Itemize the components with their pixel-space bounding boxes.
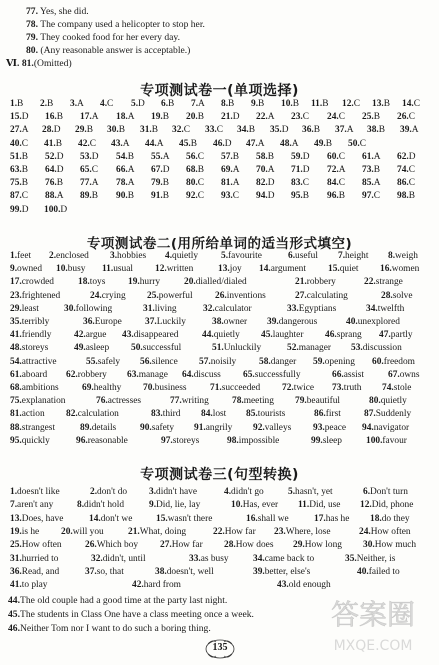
answer-item: 29.least [10, 303, 39, 314]
answer-item: 15.wasn't there [156, 513, 213, 524]
answer-row [10, 303, 432, 315]
answer-item: 41.friendly [10, 330, 52, 341]
answer-item: 8.weigh [388, 251, 418, 261]
sentence-45: 45.The students in Class One have a class meeting once a week. [8, 609, 254, 620]
answer-item: 13.Does, have [10, 513, 64, 524]
answer-item: 32.C [172, 125, 190, 136]
answer-item: 82.D [256, 178, 275, 189]
answer-item: 27.calculating [295, 290, 348, 301]
answer-item: 1.feet [10, 251, 32, 261]
answer-item: 7.height [338, 251, 369, 261]
answer-item: 22.How far [213, 526, 256, 537]
answer-item: 31.hurried to [10, 553, 59, 564]
answer-item: 2.enclosed [49, 251, 89, 261]
answer-item: 17.crowded [10, 277, 54, 288]
answer-row [10, 553, 432, 565]
answer-item: 72.twice [282, 383, 315, 393]
answer-row [10, 164, 432, 176]
answer-item: 8.B [221, 99, 235, 109]
watermark-text: 答案圈 [330, 598, 416, 631]
answer-row [10, 329, 432, 341]
answer-row [10, 395, 432, 407]
answer-item: 4.didn't go [224, 487, 264, 497]
answer-item: 79.B [151, 178, 169, 189]
answer-item: 42.C [78, 138, 96, 149]
answer-row [10, 276, 432, 288]
answer-item: 38.owner [212, 317, 248, 327]
answer-item: 98.impossible [227, 435, 280, 446]
answer-item: 59.opening [313, 356, 355, 367]
answer-item: 89.details [80, 422, 117, 433]
answer-item: 2.B [40, 99, 54, 109]
answer-item: 79.beautiful [295, 396, 341, 407]
answer-item: 75.B [10, 178, 28, 189]
answer-item: 88.A [45, 191, 64, 202]
answer-item: 74.stole [382, 383, 412, 393]
answer-item: 62.D [397, 151, 416, 162]
section-title-2: 专项测试卷二(用所给单词的适当形式填空) [86, 236, 353, 252]
answer-item: 99.sleep [311, 435, 342, 446]
answer-item: 49.asleep [74, 343, 110, 354]
answer-item: 65.successfully [243, 369, 301, 380]
answer-row [10, 382, 432, 394]
answer-item: 65.C [80, 165, 98, 175]
answer-item: 87.Suddenly [364, 409, 412, 420]
answer-item: 71.D [291, 165, 310, 175]
answer-item: 26.Which boy [85, 540, 139, 551]
answer-item: 15.quiet [328, 264, 359, 275]
answer-row [10, 499, 432, 511]
answer-item: 60.C [327, 151, 345, 162]
answer-item: 82.calculation [66, 409, 119, 420]
answer-item: 39.dangerous [267, 317, 318, 327]
answer-item: 35.terribly [10, 317, 50, 327]
answer-item: 77.A [80, 178, 99, 189]
answer-row [10, 316, 432, 328]
answer-row [10, 513, 432, 525]
answer-item: 97.C [362, 191, 380, 202]
watermark-domain: MXQE.COM [333, 638, 413, 654]
answer-item: 85.tourists [246, 409, 286, 420]
answer-item: 41.B [44, 138, 62, 149]
answer-item: 49.B [314, 138, 332, 149]
answer-item: 72.A [327, 165, 346, 175]
answer-item: 2.don't do [90, 487, 128, 497]
answer-row [10, 290, 432, 302]
answer-item: 18.toys [78, 277, 106, 288]
section-title-1: 专项测试卷一(单项选择) [140, 83, 299, 99]
answer-line-81: Ⅵ. 81.(Omitted) [6, 58, 72, 69]
answer-item: 88.strangest [10, 422, 56, 433]
answer-item: 61.aboard [10, 369, 48, 380]
answer-item: 45.laughter [261, 330, 304, 341]
answer-item: 51.B [10, 151, 28, 162]
answer-item: 51.Unluckily [212, 343, 262, 354]
answer-item: 67.owns [388, 369, 420, 380]
answer-item: 23.Where, lose [274, 526, 331, 537]
answer-item: 40.C [10, 138, 28, 149]
answer-item: 36.B [302, 125, 320, 136]
answer-item: 42.hard from [132, 580, 181, 591]
answer-item: 27.A [10, 125, 29, 136]
answer-item: 19.B [151, 112, 169, 123]
answer-item: 80.quietly [369, 396, 407, 407]
answer-item: 78.A [116, 178, 135, 189]
answer-item: 5.hasn't, yet [288, 487, 333, 497]
answer-item: 16.B [45, 112, 63, 123]
answer-item: 30.B [107, 125, 125, 136]
answer-item: 56.C [186, 151, 204, 162]
answer-item: 11.Did, use [298, 500, 341, 511]
answer-item: 92.C [186, 191, 204, 202]
answer-item: 67.D [151, 165, 170, 175]
answer-item: 19.hurry [128, 277, 161, 288]
answer-item: 85.A [362, 178, 381, 189]
answer-item: 47.A [246, 138, 265, 149]
answer-row [10, 204, 432, 216]
answer-item: 17.has he [314, 513, 350, 524]
answer-item: 29.How long [293, 540, 342, 551]
answer-item: 39.A [400, 125, 419, 136]
answer-item: 13.joy [218, 264, 242, 275]
answer-row [10, 408, 432, 420]
answer-item: 50.C [348, 138, 366, 149]
answer-item: 94.navigator [362, 422, 410, 433]
answer-item: 73.truth [332, 383, 362, 393]
answer-item: 56.silence [140, 356, 178, 367]
answer-item: 18.do they [370, 513, 410, 524]
answer-item: 52.manager [287, 343, 331, 354]
answer-row [10, 124, 432, 136]
answer-item: 36.Europe [83, 317, 122, 327]
answer-item: 1.doesn't like [10, 487, 60, 497]
answer-item: 22.A [256, 112, 275, 123]
answer-item: 25.powerful [147, 290, 193, 301]
answer-row [10, 526, 432, 538]
answer-item: 21.What, doing [128, 526, 187, 537]
answer-item: 21.robbery [295, 277, 336, 288]
answer-row [10, 98, 432, 110]
answer-item: 11.usual [102, 264, 133, 275]
answer-line-80: 80. (Any reasonable answer is acceptable.) [26, 45, 191, 56]
answer-item: 16.women [380, 264, 420, 275]
answer-item: 80.C [186, 178, 204, 189]
answer-row [10, 138, 432, 150]
answer-item: 9.Did, lie, lay [149, 500, 201, 511]
answer-line-79: 79. They cooked food for her every day. [26, 32, 180, 43]
answer-item: 58.B [256, 151, 274, 162]
page-number: 135 [212, 642, 228, 653]
answer-item: 76.B [45, 178, 63, 189]
answer-item: 97.storeys [161, 435, 200, 446]
answer-item: 63.manage [127, 369, 168, 380]
answer-item: 81.action [10, 409, 45, 420]
answer-item: 95.quickly [10, 435, 50, 446]
answer-row [10, 435, 432, 447]
answer-item: 30.following [64, 303, 113, 314]
answer-item: 50.successful [131, 343, 182, 354]
answer-item: 52.D [45, 151, 64, 162]
answer-row [10, 566, 432, 578]
sentence-44: 44.The old couple had a good time at the party last night. [8, 595, 228, 606]
answer-item: 35.Neither, is [345, 553, 396, 564]
answer-item: 76.actresses [96, 396, 142, 407]
answer-item: 74.C [397, 165, 415, 175]
answer-item: 37.A [335, 125, 354, 136]
answer-item: 44.A [145, 138, 164, 149]
answer-item: 70.A [256, 165, 275, 175]
answer-item: 1.B [10, 99, 24, 109]
answer-item: 7.A [191, 99, 205, 109]
answer-item: 99.D [10, 204, 29, 215]
answer-item: 100.D [44, 204, 68, 215]
answer-item: 34.came back to [253, 553, 315, 564]
answer-item: 27.How far [160, 540, 203, 551]
answer-item: 54.attractive [10, 356, 57, 367]
answer-item: 9.B [251, 99, 265, 109]
answer-item: 25.How often [10, 540, 62, 551]
answer-item: 31.B [140, 125, 158, 136]
answer-item: 55.A [151, 151, 170, 162]
answer-item: 43.old enough [277, 580, 331, 591]
answer-row [10, 369, 432, 381]
answer-item: 15.D [10, 112, 29, 123]
answer-item: 8.didn't hold [77, 500, 125, 511]
answer-item: 78.meeting [232, 396, 274, 407]
answer-row [10, 111, 432, 123]
answer-item: 68.B [186, 165, 204, 175]
answer-item: 96.reasonable [76, 435, 128, 446]
answer-item: 39.better, else's [253, 566, 311, 577]
answer-item: 30.How much [363, 540, 417, 551]
watermark-logo [315, 586, 433, 660]
answer-item: 40.unexplored [346, 317, 400, 327]
answer-item: 25.B [362, 112, 380, 123]
answer-item: 3.hobbies [110, 251, 147, 261]
answer-item: 98.B [397, 191, 415, 202]
answer-item: 61.A [362, 151, 381, 162]
answer-item: 3.A [70, 99, 84, 109]
answer-row [10, 151, 432, 163]
answer-item: 44.quietly [202, 330, 240, 341]
answer-item: 20.dialled/dialed [184, 277, 247, 288]
answer-item: 12.Did, phone [360, 500, 414, 511]
answer-item: 37.Luckily [145, 317, 186, 327]
answer-item: 29.B [75, 125, 93, 136]
answer-item: 24.crying [90, 290, 126, 301]
answer-item: 12.C [342, 99, 360, 109]
answer-item: 86.C [397, 178, 415, 189]
answer-item: 23.frightened [10, 290, 61, 301]
answer-item: 36.Read, and [10, 566, 60, 577]
answer-item: 66.A [116, 165, 135, 175]
answer-item: 100.favour [366, 435, 407, 446]
answer-item: 57.B [221, 151, 239, 162]
answer-row [10, 342, 432, 354]
answer-item: 46.D [213, 138, 232, 149]
answer-item: 6.Don't turn [363, 487, 408, 497]
answer-item: 71.succeeded [210, 383, 261, 393]
answer-item: 47.partly [379, 330, 413, 341]
answer-item: 33.Egyptians [287, 303, 337, 314]
answer-row [10, 263, 432, 275]
answer-item: 69.A [221, 165, 240, 175]
answer-item: 73.B [362, 165, 380, 175]
answer-item: 34.B [237, 125, 255, 136]
answer-item: 35.D [270, 125, 289, 136]
answer-item: 14.don't we [89, 513, 133, 524]
answer-item: 70.business [143, 383, 187, 393]
answer-row [10, 177, 432, 189]
answer-item: 14.argument [259, 264, 306, 275]
answer-item: 53.discussion [351, 343, 402, 354]
answer-line-77: 77. Yes, she did. [26, 6, 89, 17]
answer-item: 18.A [116, 112, 135, 123]
answer-item: 33.as busy [189, 553, 229, 564]
answer-item: 4.quietly [165, 251, 199, 261]
answer-row [10, 539, 432, 551]
answer-item: 40.failed to [357, 566, 400, 577]
answer-item: 3.didn't have [149, 487, 198, 497]
answer-item: 86.first [314, 409, 341, 420]
answer-item: 46.sprang [325, 330, 362, 341]
answer-item: 41.to play [10, 580, 48, 591]
answer-item: 20.B [186, 112, 204, 123]
answer-item: 17.A [80, 112, 99, 123]
answer-row [10, 422, 432, 434]
answer-item: 13.B [372, 99, 390, 109]
answer-item: 93.peace [313, 422, 347, 433]
answer-item: 68.ambitions [10, 383, 59, 393]
answer-item: 75.explanation [10, 396, 66, 407]
answer-item: 24.How often [359, 526, 411, 537]
answer-item: 96.B [327, 191, 345, 202]
answer-item: 58.danger [259, 356, 297, 367]
answer-item: 37.so, that [85, 566, 124, 577]
answer-item: 10.Has, ever [231, 500, 279, 511]
answer-item: 9.owned [10, 264, 43, 275]
answer-item: 91.angrily [194, 422, 233, 433]
answer-row [10, 190, 432, 202]
answer-item: 60.freedom [372, 356, 415, 367]
answer-item: 5.D [131, 99, 145, 109]
answer-item: 64.discuss [182, 369, 221, 380]
answer-row [10, 486, 432, 498]
answer-item: 34.twelfth [366, 303, 405, 314]
answer-item: 10.B [281, 99, 299, 109]
answer-item: 31.living [143, 303, 177, 314]
answer-item: 33.C [205, 125, 223, 136]
answer-item: 53.D [80, 151, 99, 162]
answer-row [10, 250, 432, 262]
answer-item: 42.argue [74, 330, 107, 341]
answer-item: 64.D [45, 165, 64, 175]
answer-item: 45.B [179, 138, 197, 149]
answer-item: 38.doesn't, well [155, 566, 214, 577]
answer-item: 54.B [116, 151, 134, 162]
answer-item: 83.C [291, 178, 309, 189]
answer-item: 57.noisily [199, 356, 237, 367]
answer-item: 94.D [256, 191, 275, 202]
answer-row [10, 356, 432, 368]
answer-item: 84.C [327, 178, 345, 189]
answer-item: 19.is he [10, 526, 40, 537]
answer-item: 26.inventions [215, 290, 266, 301]
answer-item: 77.writing [170, 396, 209, 407]
answer-item: 89.B [80, 191, 98, 202]
answer-item: 26.C [397, 112, 415, 123]
answer-item: 12.written [155, 264, 194, 275]
answer-item: 5.favourite [221, 251, 262, 261]
answer-item: 7.aren't any [10, 500, 54, 511]
answer-item: 59.D [291, 151, 310, 162]
answer-item: 28.solve [381, 290, 413, 301]
answer-item: 20.will you [61, 526, 104, 537]
answer-item: 28.How does [224, 540, 274, 551]
page-number-badge [203, 638, 237, 660]
sentence-46: 46.Neither Tom nor I want to do such a boring thing. [8, 623, 211, 634]
answer-item: 55.safely [86, 356, 121, 367]
answer-item: 62.robbery [66, 369, 107, 380]
answer-item: 6.useful [288, 251, 318, 261]
answer-item: 48.A [280, 138, 299, 149]
answer-item: 84.lost [201, 409, 227, 420]
answer-item: 28.D [42, 125, 61, 136]
answer-item: 66.assist [332, 369, 365, 380]
answer-item: 63.B [10, 165, 28, 175]
answer-item: 23.C [291, 112, 309, 123]
answer-item: 83.third [151, 409, 181, 420]
answer-item: 48.storeys [10, 343, 49, 354]
answer-item: 10.busy [56, 264, 86, 275]
answer-item: 24.C [327, 112, 345, 123]
answer-item: 95.B [291, 191, 309, 202]
answer-item: 90.B [116, 191, 134, 202]
answer-item: 14.C [402, 99, 420, 109]
answer-item: 4.C [100, 99, 114, 109]
answer-item: 38.B [367, 125, 385, 136]
answer-item: 43.disappeared [122, 330, 179, 341]
answer-item: 11.B [311, 99, 329, 109]
answer-item: 22.strange [364, 277, 403, 288]
section-title-3: 专项测试卷三(句型转换) [140, 467, 299, 483]
answer-item: 81.A [221, 178, 240, 189]
answer-item: 92.valleys [253, 422, 292, 433]
answer-line-78: 78. The company used a helicopter to stop her. [26, 19, 205, 30]
answer-item: 16.shall we [246, 513, 289, 524]
answer-item: 43.A [111, 138, 130, 149]
answer-item: 32.didn't, until [91, 553, 146, 564]
answer-item: 90.safety [140, 422, 175, 433]
answer-item: 69.healthy [82, 383, 122, 393]
answer-item: 32.calculator [203, 303, 252, 314]
answer-item: 93.C [221, 191, 239, 202]
answer-item: 21.D [221, 112, 240, 123]
answer-item: 87.C [10, 191, 28, 202]
answer-item: 91.B [151, 191, 169, 202]
answer-item: 6.B [161, 99, 175, 109]
